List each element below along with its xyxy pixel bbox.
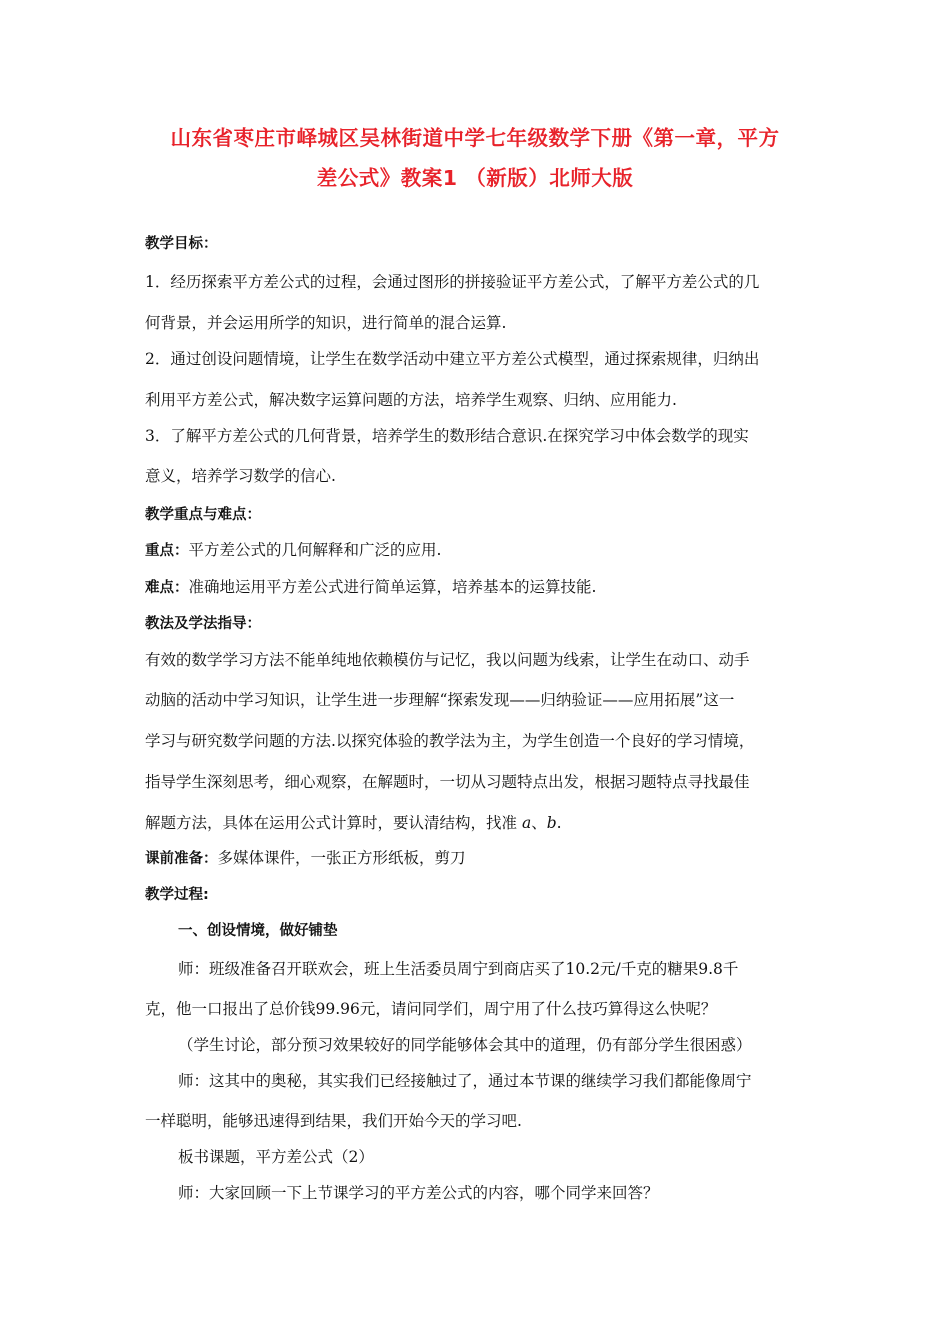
process-heading: 教学过程: <box>145 887 209 903</box>
title-line-2: 差公式》教案1 （新版）北师大版 <box>316 166 634 190</box>
objectives-heading: 教学目标： <box>145 236 218 252</box>
process-p4: 板书课题，平方差公式（2） <box>178 1148 374 1166</box>
methods-period: . <box>556 814 562 832</box>
process-p2: （学生讨论，部分预习效果较好的同学能够体会其中的道理，仍有部分学生很困惑） <box>178 1036 752 1054</box>
difficult-point-label: 难点： <box>145 580 189 596</box>
preparation-label: 课前准备： <box>145 851 218 867</box>
process-p3-line-1: 师：这其中的奥秘，其实我们已经接触过了，通过本节课的继续学习我们都能像周宁 <box>178 1072 752 1090</box>
methods-line-1: 有效的数学学习方法不能单纯地依赖模仿与记忆，我以问题为线索，让学生在动口、动手 <box>145 651 750 669</box>
methods-line-4: 指导学生深刻思考，细心观察，在解题时，一切从习题特点出发，根据习题特点寻找最佳 <box>145 773 750 791</box>
methods-line-3: 学习与研究数学问题的方法.以探究体验的教学法为主，为学生创造一个良好的学习情境， <box>145 732 755 750</box>
methods-separator: 、 <box>531 814 547 832</box>
difficult-point-text: 准确地运用平方差公式进行简单运算，培养基本的运算技能. <box>188 578 597 596</box>
key-point-label: 重点： <box>145 543 189 559</box>
process-p1-line-2: 克，他一口报出了总价钱99.96元，请问同学们，周宁用了什么技巧算得这么快呢？ <box>145 1000 717 1018</box>
variable-a: a <box>521 814 532 832</box>
key-point-text: 平方差公式的几何解释和广泛的应用. <box>188 541 442 559</box>
document-title <box>120 118 830 198</box>
methods-heading: 教法及学法指导： <box>145 616 261 632</box>
difficult-point-row <box>145 577 596 598</box>
objective-2-line-1: 2．通过创设问题情境，让学生在数学活动中建立平方差公式模型，通过探索规律，归纳出 <box>145 350 760 368</box>
variable-b: b <box>546 814 557 832</box>
methods-line-5-text: 解题方法，具体在运用公式计算时，要认清结构，找准 <box>145 814 522 832</box>
title-line-1: 山东省枣庄市峄城区吴林街道中学七年级数学下册《第一章，平方 <box>170 126 780 150</box>
objective-3-line-2: 意义，培养学习数学的信心. <box>145 467 336 485</box>
methods-line-2: 动脑的活动中学习知识，让学生进一步理解“探索发现——归纳验证——应用拓展”这一 <box>145 691 735 709</box>
objective-3-line-1: 3．了解平方差公式的几何背景，培养学生的数形结合意识.在探究学习中体会数学的现实 <box>145 427 749 445</box>
key-points-heading: 教学重点与难点： <box>145 507 261 523</box>
process-p1-line-1: 师：班级准备召开联欢会，班上生活委员周宁到商店买了10.2元/千克的糖果9.8千 <box>178 960 739 978</box>
preparation-row <box>145 848 466 869</box>
objective-2-line-2: 利用平方差公式，解决数字运算问题的方法，培养学生观察、归纳、应用能力. <box>145 391 677 409</box>
objective-1-line-1: 1．经历探索平方差公式的过程，会通过图形的拼接验证平方差公式，了解平方差公式的几 <box>145 273 760 291</box>
process-p3-line-2: 一样聪明，能够迅速得到结果，我们开始今天的学习吧. <box>145 1112 522 1130</box>
key-point-row <box>145 540 441 561</box>
section-1-heading: 一、创设情境，做好铺垫 <box>178 923 338 939</box>
process-p5: 师：大家回顾一下上节课学习的平方差公式的内容，哪个同学来回答？ <box>178 1184 659 1202</box>
preparation-text: 多媒体课件，一张正方形纸板，剪刀 <box>217 849 466 867</box>
objective-1-line-2: 何背景，并会运用所学的知识，进行简单的混合运算. <box>145 314 507 332</box>
methods-line-5 <box>145 813 562 833</box>
